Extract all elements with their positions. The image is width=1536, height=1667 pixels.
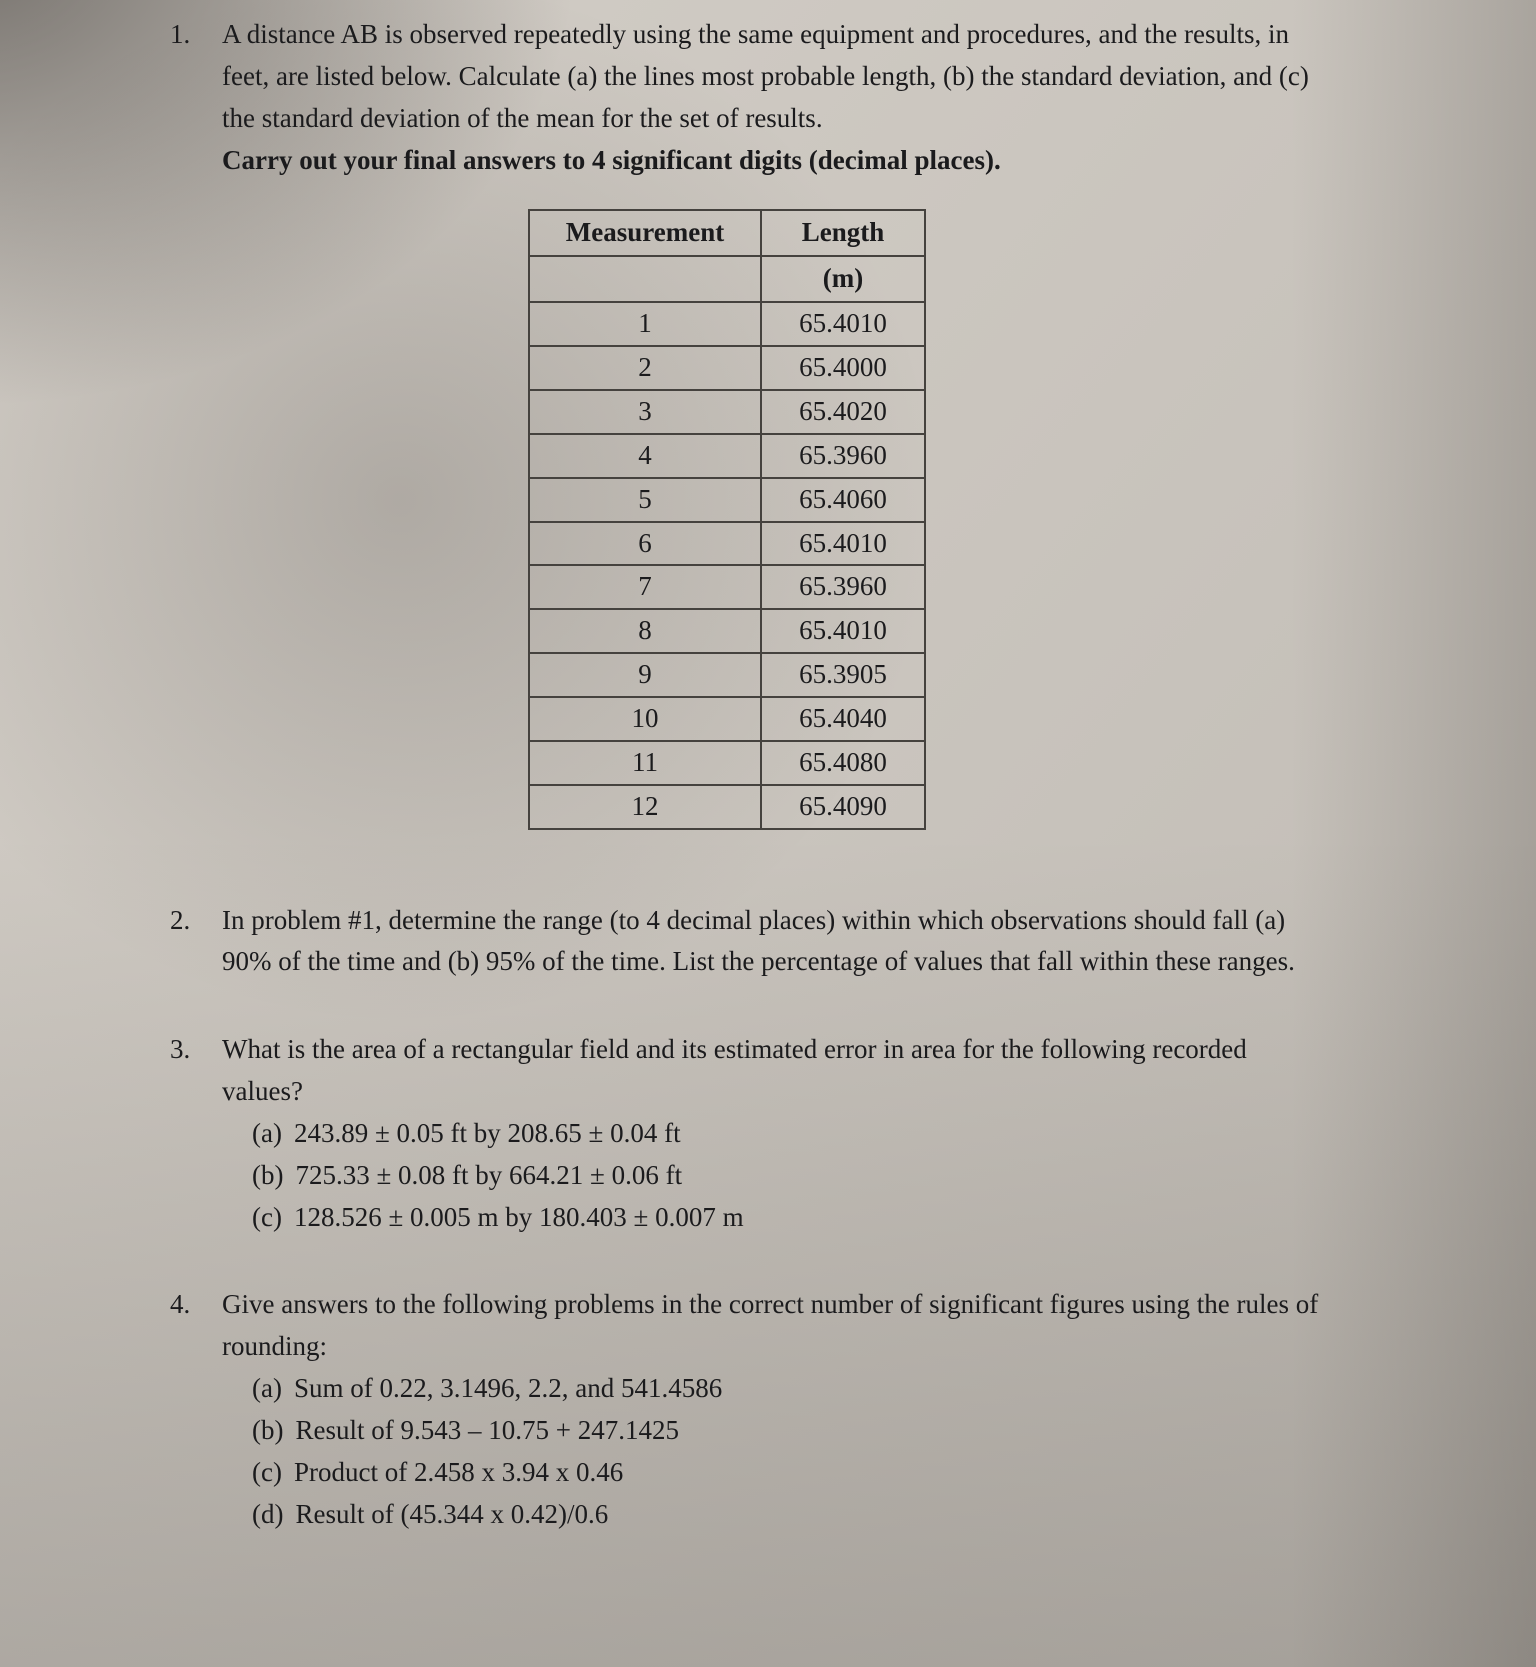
length-cell: 65.4040 <box>761 697 925 741</box>
table-header-row <box>529 210 925 256</box>
subitem-text: 725.33 ± 0.08 ft by 664.21 ± 0.06 ft <box>295 1159 683 1190</box>
table-row <box>529 478 925 522</box>
subitem-text: Product of 2.458 x 3.94 x 0.46 <box>293 1456 624 1487</box>
subitem-label: (b) <box>252 1414 284 1445</box>
length-cell: 65.3960 <box>761 434 925 478</box>
problem-4-body: Give answers to the following problems in the correct number of significant figures using the rules of rounding: <box>222 1289 1319 1362</box>
unit-cell: (m) <box>761 256 925 302</box>
problem-1-body: A distance AB is observed repeatedly using the same equipment and procedures, and the results, in feet, are listed below. Calculate (a) the lines most probable length, (b) the standard deviation, and (c) the standard deviation of the mean for the set of results. <box>222 19 1309 133</box>
problem-4-subitems <box>252 1368 1322 1535</box>
problem-2-text <box>222 900 1322 984</box>
problem-3-number: 3. <box>170 1034 191 1065</box>
measurement-cell: 8 <box>529 609 761 653</box>
subitem-label: (d) <box>252 1498 284 1529</box>
subitem-label: (c) <box>252 1456 282 1487</box>
subitem-text: Result of 9.543 – 10.75 + 247.1425 <box>295 1414 679 1445</box>
subitem-label: (a) <box>252 1373 282 1404</box>
table-row <box>529 346 925 390</box>
length-cell: 65.4010 <box>761 522 925 566</box>
problem-3-subitems <box>252 1113 1322 1239</box>
subitem-text: Result of (45.344 x 0.42)/0.6 <box>295 1498 609 1529</box>
measurement-cell: 12 <box>529 785 761 829</box>
length-cell: 65.3905 <box>761 653 925 697</box>
length-cell: 65.4020 <box>761 390 925 434</box>
measurement-cell: 1 <box>529 302 761 346</box>
measurement-column-header: Measurement <box>529 210 761 256</box>
list-item <box>252 1197 1322 1239</box>
table-row <box>529 302 925 346</box>
measurement-table-wrap <box>528 209 1322 829</box>
problem-1 <box>170 14 1322 854</box>
length-cell: 65.3960 <box>761 565 925 609</box>
subitem-label: (a) <box>252 1117 282 1148</box>
list-item <box>252 1410 1322 1452</box>
list-item <box>252 1368 1322 1410</box>
length-cell: 65.4010 <box>761 609 925 653</box>
problem-2-body: In problem #1, determine the range (to 4 decimal places) within which observations should fall (a) 90% of the time and (b) 95% of the time. List the percentage of values that fall within these ranges. <box>222 904 1295 977</box>
list-item <box>252 1155 1322 1197</box>
problem-3-body: What is the area of a rectangular field and its estimated error in area for the following recorded values? <box>222 1034 1247 1107</box>
length-cell: 65.4010 <box>761 302 925 346</box>
measurement-cell: 3 <box>529 390 761 434</box>
length-cell: 65.4000 <box>761 346 925 390</box>
table-row <box>529 390 925 434</box>
measurement-table <box>528 209 926 829</box>
measurement-cell: 9 <box>529 653 761 697</box>
unit-empty-cell <box>529 256 761 302</box>
table-row <box>529 522 925 566</box>
table-row <box>529 565 925 609</box>
subitem-text: Sum of 0.22, 3.1496, 2.2, and 541.4586 <box>293 1373 723 1404</box>
problem-1-text <box>222 14 1322 854</box>
problem-4-number: 4. <box>170 1289 191 1320</box>
problem-1-bold-note: Carry out your final answers to 4 significant digits (decimal places). <box>222 144 1001 175</box>
problem-1-number: 1. <box>170 19 191 49</box>
measurement-cell: 7 <box>529 565 761 609</box>
subitem-label: (b) <box>252 1159 284 1190</box>
measurement-cell: 4 <box>529 434 761 478</box>
list-item <box>252 1452 1322 1494</box>
table-row <box>529 741 925 785</box>
problem-4-text <box>222 1284 1322 1535</box>
subitem-text: 128.526 ± 0.005 m by 180.403 ± 0.007 m <box>293 1201 744 1232</box>
list-item <box>252 1113 1322 1155</box>
table-row <box>529 697 925 741</box>
table-row <box>529 653 925 697</box>
table-unit-row <box>529 256 925 302</box>
subitem-label: (c) <box>252 1201 282 1232</box>
list-item <box>252 1494 1322 1536</box>
length-cell: 65.4080 <box>761 741 925 785</box>
table-row <box>529 785 925 829</box>
measurement-cell: 6 <box>529 522 761 566</box>
problem-2 <box>170 900 1322 984</box>
table-row <box>529 609 925 653</box>
length-cell: 65.4090 <box>761 785 925 829</box>
measurement-cell: 11 <box>529 741 761 785</box>
problem-4 <box>170 1284 1322 1535</box>
problem-3 <box>170 1029 1322 1238</box>
measurement-cell: 10 <box>529 697 761 741</box>
problem-3-text <box>222 1029 1322 1238</box>
length-cell: 65.4060 <box>761 478 925 522</box>
length-column-header: Length <box>761 210 925 256</box>
subitem-text: 243.89 ± 0.05 ft by 208.65 ± 0.04 ft <box>293 1117 681 1148</box>
measurement-cell: 5 <box>529 478 761 522</box>
table-row <box>529 434 925 478</box>
measurement-cell: 2 <box>529 346 761 390</box>
problem-2-number: 2. <box>170 904 191 935</box>
